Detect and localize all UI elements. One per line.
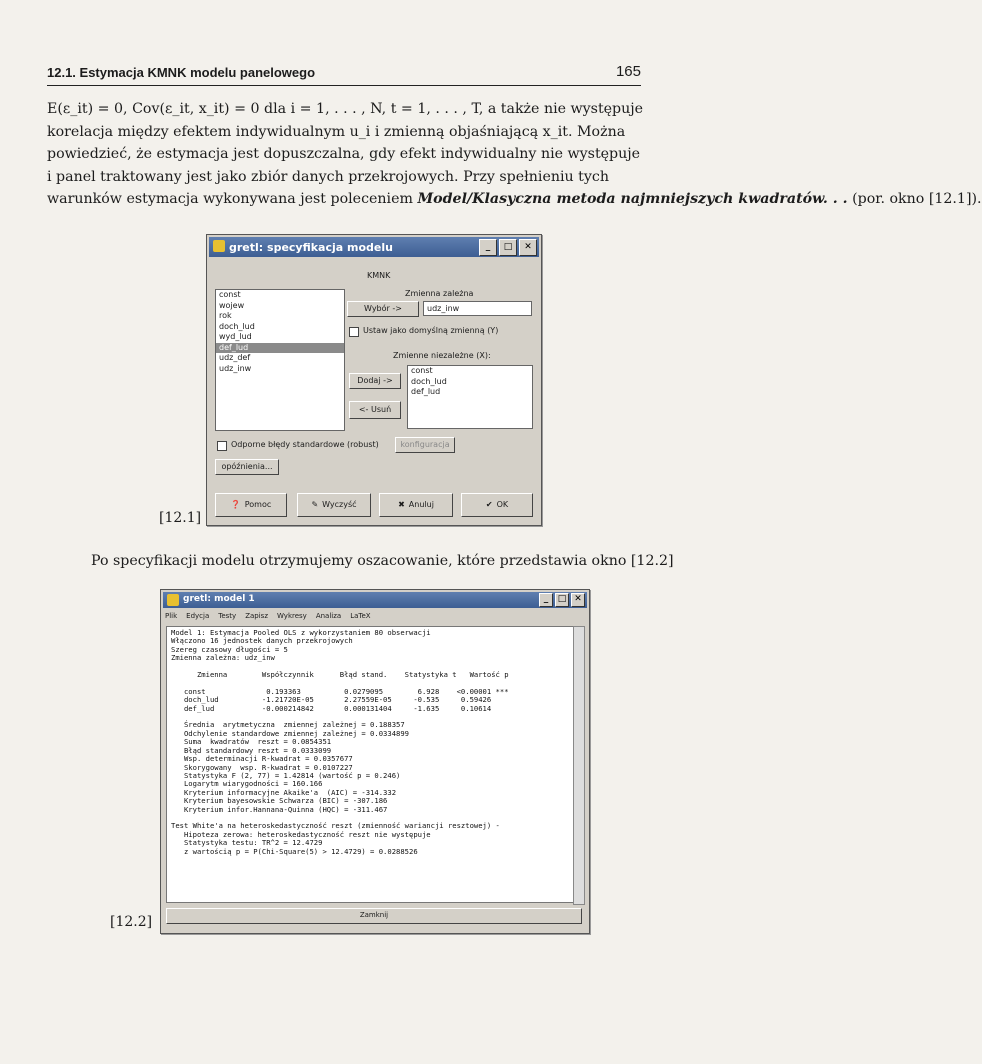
output-line: Model 1: Estymacja Pooled OLS z wykorzystaniem 80 obserwacji xyxy=(171,628,431,637)
vertical-scrollbar[interactable] xyxy=(573,626,585,905)
independent-label: Zmienne niezależne (X): xyxy=(393,351,491,360)
menu-bar xyxy=(165,612,585,626)
minimize-icon[interactable]: _ xyxy=(479,239,497,256)
paragraph-line: korelacja między efektem indywidualnym u_i i zmienną objaśniającą x_it. Można xyxy=(47,123,626,140)
output-line: const 0.193363 0.0279095 6.928 <0.00001 *** xyxy=(171,686,509,696)
default-checkbox-label: Ustaw jako domyślną zmienną (Y) xyxy=(363,326,499,335)
paragraph-line: E(ε_it) = 0, Cov(ε_it, x_it) = 0 dla i = 1, . . . , N, t = 1, . . . , T, a także nie występuje xyxy=(47,101,644,117)
list-item[interactable]: const xyxy=(219,290,241,299)
close-icon[interactable]: ✕ xyxy=(519,239,537,256)
page-number: 165 xyxy=(615,63,641,80)
paragraph-line: i panel traktowany jest jako zbiór danych przekrojowych. Przy spełnieniu tych xyxy=(47,168,609,185)
page-header xyxy=(47,63,641,86)
menu-item-zapisz[interactable]: Zapisz xyxy=(245,612,268,620)
output-line: Wsp. determinacji R-kwadrat = 0.0357677 xyxy=(171,754,353,764)
variable-list[interactable] xyxy=(215,289,345,431)
cancel-icon: ✖ xyxy=(398,500,405,509)
model-window-title: gretl: model 1 xyxy=(183,594,255,604)
paragraph-tail: (por. okno [12.1]). xyxy=(852,191,982,208)
paragraph-line: warunków estymacja wykonywana jest poleceniem xyxy=(47,191,413,208)
figure-label-12-1: [12.1] xyxy=(159,510,202,526)
list-item[interactable]: def_lud xyxy=(411,387,441,396)
cancel-button-label: Anuluj xyxy=(408,500,434,509)
menu-item-wykresy[interactable]: Wykresy xyxy=(277,612,307,620)
default-checkbox[interactable] xyxy=(349,327,359,337)
output-line: Statystyka testu: TR^2 = 12.4729 xyxy=(171,838,323,848)
section-title: 12.1. Estymacja KMNK modelu panelowego xyxy=(47,65,316,80)
add-button[interactable]: Dodaj -> xyxy=(349,373,401,389)
output-line: Średnia arytmetyczna zmiennej zależnej = 0.188357 xyxy=(171,720,405,730)
clear-button-label: Wyczyść xyxy=(322,500,357,509)
gretl-icon xyxy=(167,594,179,606)
output-line: Kryterium infor.Hannana-Quinna (HQC) = -311.467 xyxy=(171,804,388,814)
help-button[interactable] xyxy=(215,493,287,517)
ok-button-label: OK xyxy=(496,500,509,509)
output-line: Błąd standardowy reszt = 0.0333099 xyxy=(171,745,332,755)
ok-button[interactable] xyxy=(461,493,533,517)
list-item[interactable]: udz_def xyxy=(219,353,251,362)
help-button-label: Pomoc xyxy=(244,500,272,509)
menu-item-edycja[interactable]: Edycja xyxy=(186,612,210,620)
menu-item-analiza[interactable]: Analiza xyxy=(315,612,342,620)
maximize-icon[interactable]: □ xyxy=(555,593,569,607)
list-item[interactable]: udz_inw xyxy=(219,363,252,373)
model-window-titlebar[interactable] xyxy=(163,592,587,608)
spec-window-title: gretl: specyfikacja modelu xyxy=(229,241,393,254)
method-label: KMNK xyxy=(367,271,391,280)
spec-window xyxy=(206,234,542,526)
menu-item-latex[interactable]: LaTeX xyxy=(350,612,371,620)
independent-list[interactable] xyxy=(407,365,533,429)
model-output[interactable] xyxy=(166,626,576,903)
robust-checkbox[interactable] xyxy=(217,441,227,451)
output-line: Odchylenie standardowe zmiennej zależnej = 0.0334899 xyxy=(171,728,409,738)
maximize-icon[interactable]: □ xyxy=(499,239,517,256)
paragraph-line: powiedzieć, że estymacja jest dopuszczalna, gdy efekt indywidualny nie występuje xyxy=(47,146,641,163)
output-line: Zmienna Współczynnik Błąd stand. Statystyka t Wartość p xyxy=(171,670,509,680)
output-line: Włączono 16 jednostek danych przekrojowych xyxy=(171,636,353,646)
list-item[interactable]: wojew xyxy=(219,300,245,310)
remove-button[interactable]: <- Usuń xyxy=(349,401,401,419)
output-line: Hipoteza zerowa: heteroskedastyczność reszt nie występuje xyxy=(171,829,431,839)
output-line: Kryterium bayesowskie Schwarza (BIC) = -307.186 xyxy=(171,796,388,806)
help-icon: ❓ xyxy=(230,500,241,509)
output-line: Kryterium informacyjne Akaike'a (AIC) = -314.332 xyxy=(171,787,397,797)
output-line: z wartością p = P(Chi-Square(5) > 12.4729) = 0.0288526 xyxy=(171,846,418,856)
broom-icon: ✎ xyxy=(311,500,319,509)
close-icon[interactable]: ✕ xyxy=(571,593,585,607)
body-paragraph xyxy=(47,98,982,211)
list-item[interactable]: wyd_lud xyxy=(219,332,252,341)
robust-label: Odporne błędy standardowe (robust) xyxy=(231,440,379,449)
output-line: Szereg czasowy długości = 5 xyxy=(171,644,288,654)
output-line: Statystyka F (2, 77) = 1.42814 (wartość p = 0.246) xyxy=(171,770,401,780)
caption: Po specyfikacji modelu otrzymujemy oszacowanie, które przedstawia okno [12.2] xyxy=(91,553,674,569)
menu-path: Model/Klasyczna metoda najmniejszych kwadratów. . . xyxy=(417,191,848,208)
spec-window-titlebar[interactable] xyxy=(209,237,539,257)
output-line: Test White'a na heteroskedastyczność reszt (zmienność wariancji resztowej) - xyxy=(171,821,500,831)
minimize-icon[interactable]: _ xyxy=(539,593,553,607)
output-line: doch_lud -1.21720E-05 2.27559E-05 -0.535 0.59426 xyxy=(171,695,492,705)
output-line: Zmienna zależna: udz_inw xyxy=(171,653,275,663)
output-line: Suma kwadratów reszt = 0.0854351 xyxy=(171,737,332,747)
config-button[interactable]: konfiguracja xyxy=(395,437,455,453)
list-item[interactable]: const xyxy=(411,366,433,375)
model-window xyxy=(160,589,590,934)
choose-button[interactable]: Wybór -> xyxy=(347,301,419,317)
cancel-button[interactable] xyxy=(379,493,453,517)
list-item-selected[interactable]: def_lud xyxy=(216,343,344,354)
output-line: def_lud -0.000214842 0.000131404 -1.635 0.10614 xyxy=(171,703,492,713)
menu-item-testy[interactable]: Testy xyxy=(218,612,237,620)
menu-item-plik[interactable]: Plik xyxy=(165,612,178,620)
output-line: Skorygowany wsp. R-kwadrat = 0.0107227 xyxy=(171,762,353,772)
close-button[interactable]: Zamknij xyxy=(166,908,582,924)
figure-label-12-2: [12.2] xyxy=(110,914,153,930)
clear-button[interactable] xyxy=(297,493,371,517)
output-line: Logarytm wiarygodności = 160.166 xyxy=(171,779,323,789)
list-item[interactable]: doch_lud xyxy=(411,376,447,386)
dependent-input[interactable]: udz_inw xyxy=(423,301,532,316)
list-item[interactable]: doch_lud xyxy=(219,321,255,331)
lags-button[interactable]: opóźnienia... xyxy=(215,459,279,475)
ok-icon: ✔ xyxy=(485,500,493,509)
dependent-label: Zmienna zależna xyxy=(405,289,474,298)
gretl-icon xyxy=(213,240,225,252)
list-item[interactable]: rok xyxy=(219,311,232,320)
